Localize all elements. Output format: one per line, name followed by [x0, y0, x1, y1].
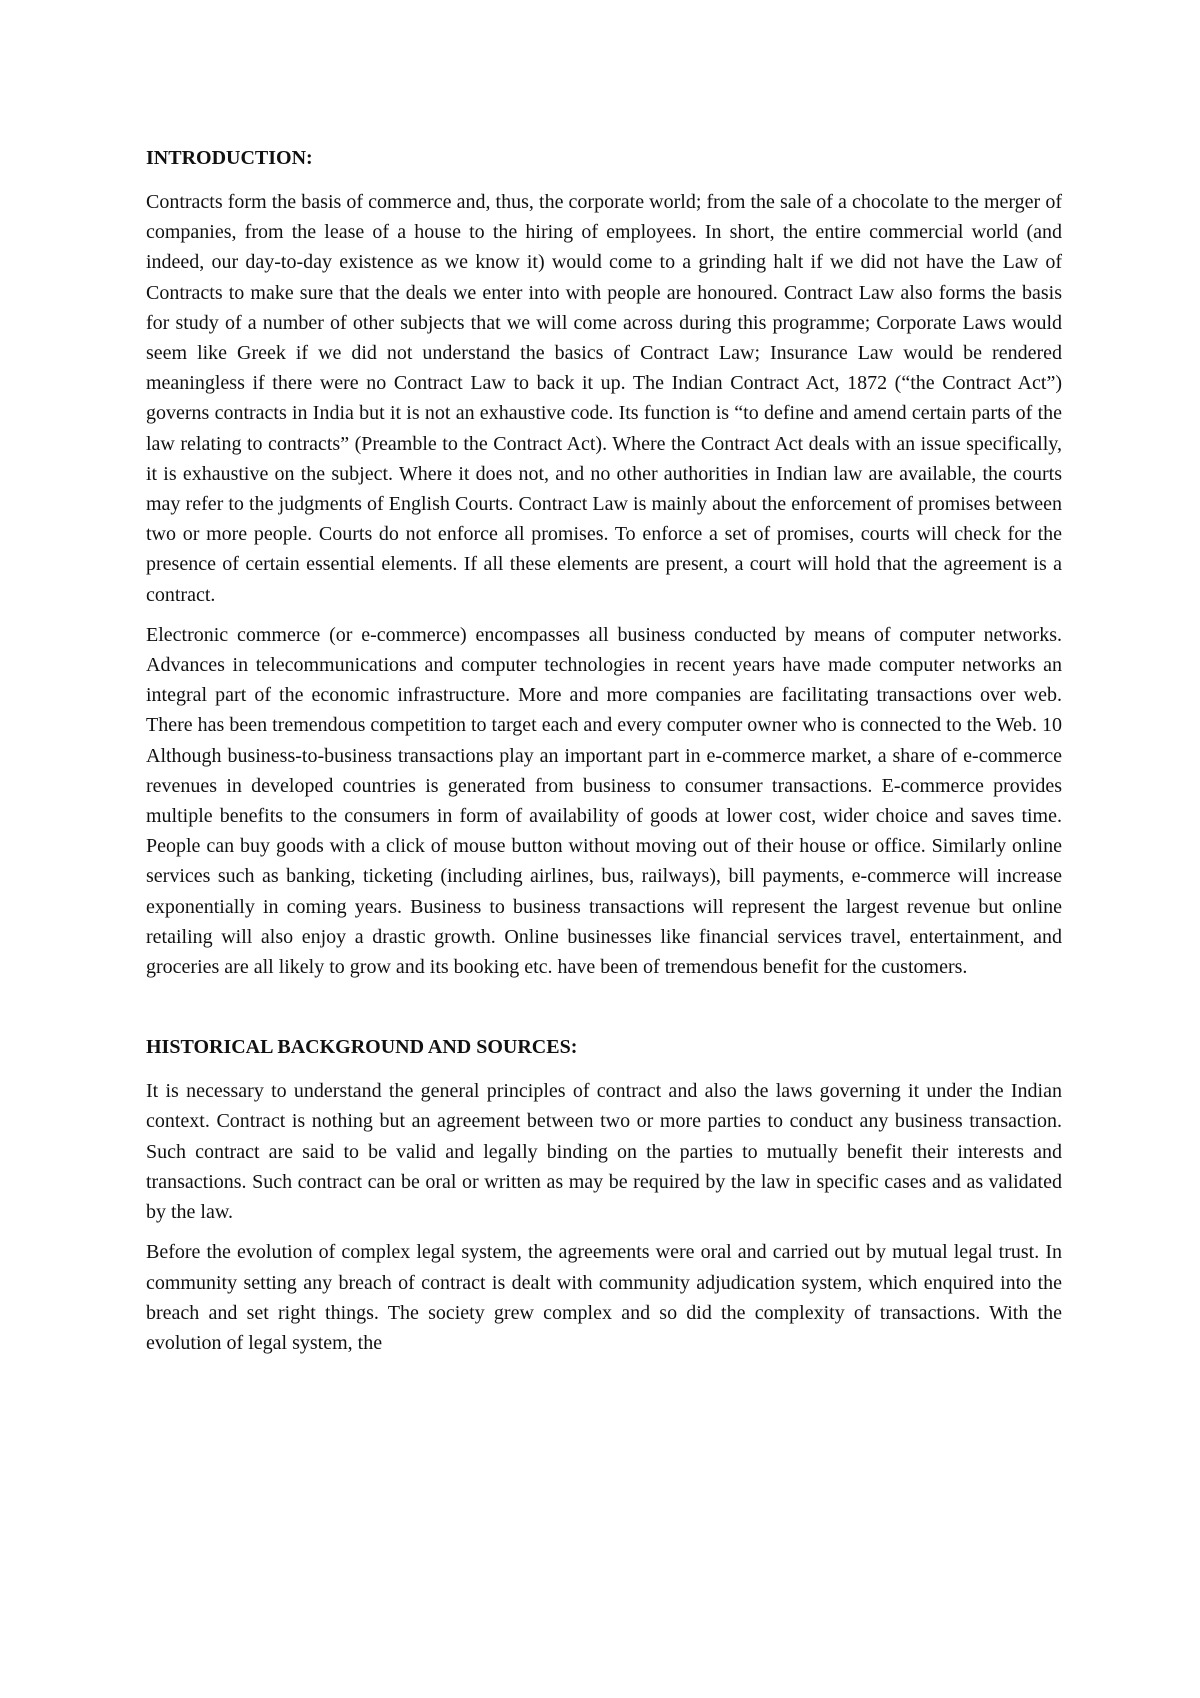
- section-heading-introduction: INTRODUCTION:: [146, 147, 313, 169]
- document-body: [146, 143, 1062, 1358]
- section-spacer: [146, 992, 1062, 1032]
- paragraph-e-commerce: Electronic commerce (or e-commerce) encompasses all business conducted by means of computer networks. Advances in telecommunications and computer technologies in recent years have made computer networks an integral part of the economic infrastructure. More and more companies are facilitating transactions over web. There has been tremendous competition to target each and every computer owner who is connected to the Web. 10 Although business-to-business transactions play an important part in e-commerce market, a share of e-commerce revenues in developed countries is generated from business to consumer transactions. E-commerce provides multiple benefits to the consumers in form of availability of goods at lower cost, wider choice and saves time. People can buy goods with a click of mouse button without moving out of their house or office. Similarly online services such as banking, ticketing (including airlines, bus, railways), bill payments, e-commerce will increase exponentially in coming years. Business to business transactions will represent the largest revenue but online retailing will also enjoy a drastic growth. Online businesses like financial services travel, entertainment, and groceries are all likely to grow and its booking etc. have been of tremendous benefit for the customers.: [146, 623, 1062, 979]
- paragraph-legal-evolution: Before the evolution of complex legal system, the agreements were oral and carried out by mutual legal trust. In community setting any breach of contract is dealt with community adjudication system, which enquired into the breach and set right things. The society grew complex and so did the complexity of transactions. With the evolution of legal system, the: [146, 1241, 1062, 1354]
- paragraph-general-principles: It is necessary to understand the general principles of contract and also the laws governing it under the Indian context. Contract is nothing but an agreement between two or more parties to conduct any business transaction. Such contract are said to be valid and legally binding on the parties to mutually benefit their interests and transactions. Such contract can be oral or written as may be required by the law in specific cases and as validated by the law.: [146, 1080, 1062, 1224]
- section-heading-historical-background: HISTORICAL BACKGROUND AND SOURCES:: [146, 1036, 578, 1059]
- paragraph-contract-law-overview: Contracts form the basis of commerce and, thus, the corporate world; from the sale of a chocolate to the merger of companies, from the lease of a house to the hiring of employees. In short, the entire commercial world (and indeed, our day-to-day existence as we know it) would come to a grinding halt if we did not have the Law of Contracts to make sure that the deals we enter into with people are honoured. Contract Law also forms the basis for study of a number of other subjects that we will come across during this programme; Corporate Laws would seem like Greek if we did not understand the basics of Contract Law; Insurance Law would be rendered meaningless if there were no Contract Law to back it up. The Indian Contract Act, 1872 (“the Contract Act”) governs contracts in India but it is not an exhaustive code. Its function is “to define and amend certain parts of the law relating to contracts” (Preamble to the Contract Act). Where the Contract Act deals with an issue specifically, it is exhaustive on the subject. Where it does not, and no other authorities in Indian law are available, the courts may refer to the judgments of English Courts. Contract Law is mainly about the enforcement of promises between two or more people. Courts do not enforce all promises. To enforce a set of promises, courts will check for the presence of certain essential elements. If all these elements are present, a court will hold that the agreement is a contract.: [146, 191, 1062, 606]
